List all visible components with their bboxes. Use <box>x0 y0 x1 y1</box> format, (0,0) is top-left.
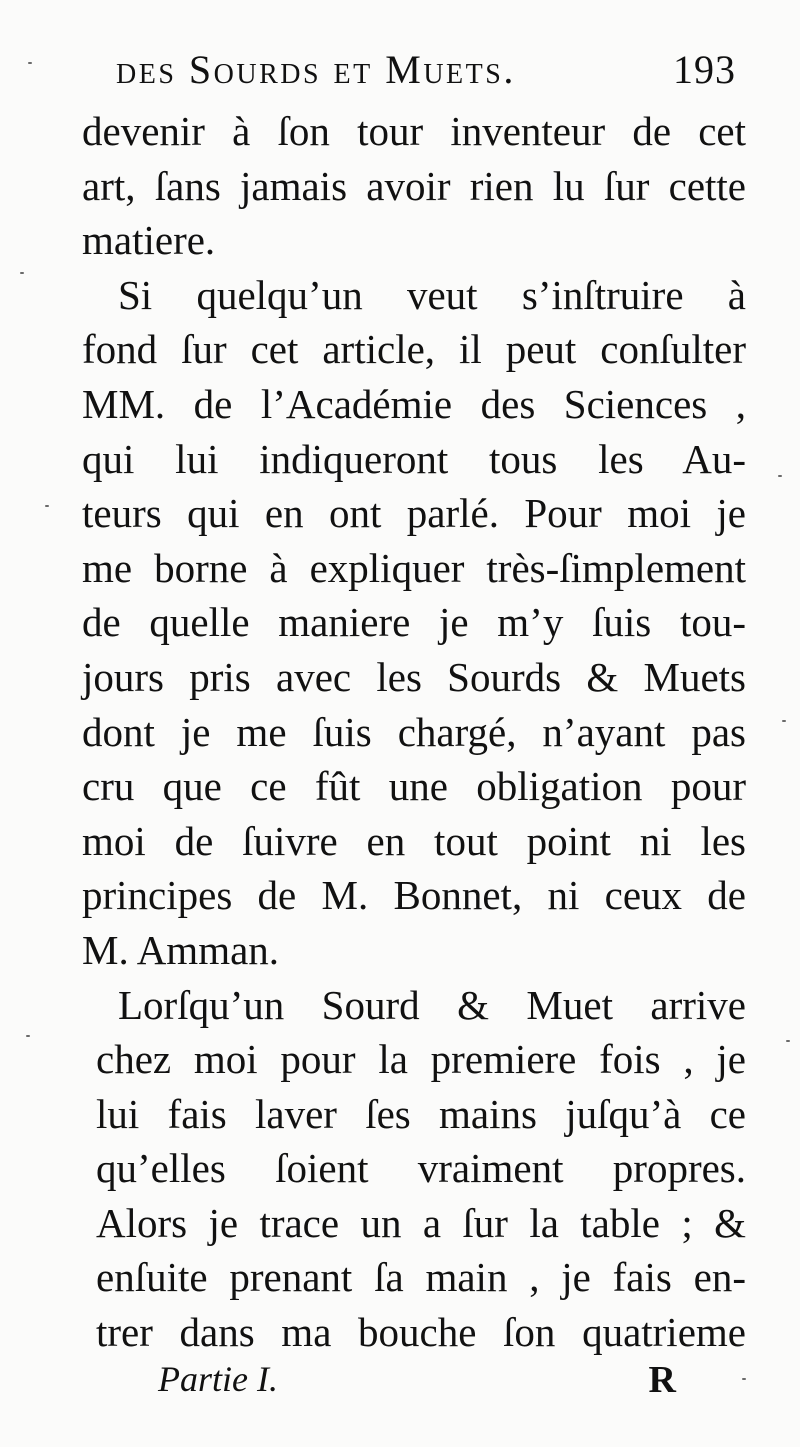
ink-speck <box>742 1378 746 1380</box>
text-line: lui fais laver ſes mains juſqu’à ce <box>96 1090 746 1137</box>
text-line: M. Amman. <box>82 926 280 973</box>
ink-speck <box>28 62 32 64</box>
part-label: Partie I. <box>158 1359 278 1399</box>
text-line: teurs qui en ont parlé. Pour moi je <box>82 490 746 537</box>
text-line: cru que ce fût une obligation pour <box>82 763 746 810</box>
signature-mark: R <box>648 1359 676 1401</box>
text-line: art, ſans jamais avoir rien lu ſur cette <box>82 162 746 209</box>
ink-speck <box>786 1040 790 1042</box>
text-line: Alors je trace un a ſur la table ; & <box>96 1199 746 1246</box>
text-line: qui lui indiqueront tous les Au- <box>82 435 746 482</box>
text-line: jours pris avec les Sourds & Muets <box>82 653 746 700</box>
text-line: de quelle maniere je m’y ſuis tou- <box>82 599 746 646</box>
text-line: fond ſur cet article, il peut conſulter <box>82 326 746 373</box>
ink-speck <box>782 720 786 722</box>
running-head <box>116 46 736 96</box>
text-line: MM. de l’Académie des Sciences , <box>82 380 746 427</box>
text-line: principes de M. Bonnet, ni ceux de <box>82 872 746 919</box>
text-line: me borne à expliquer très-ſimplement <box>82 544 746 591</box>
text-line: moi de ſuivre en tout point ni les <box>82 817 746 864</box>
paragraph-first-line: Lorſqu’un Sourd & Muet arrive <box>118 981 746 1028</box>
page-number: 193 <box>673 47 736 92</box>
ink-speck <box>45 505 49 507</box>
ink-speck <box>26 1035 30 1037</box>
paragraph-first-line: Si quelqu’un veut s’inſtruire à <box>118 271 746 318</box>
text-line: dont je me ſuis chargé, n’ayant pas <box>82 708 746 755</box>
text-line: qu’elles ſoient vraiment propres. <box>96 1145 746 1192</box>
running-head-title: des Sourds et Muets. <box>116 47 516 92</box>
text-line: trer dans ma bouche ſon quatrieme <box>96 1309 746 1356</box>
ink-speck <box>20 272 24 274</box>
text-line: enſuite prenant ſa main , je fais en- <box>96 1254 746 1301</box>
text-line: chez moi pour la premiere fois , je <box>96 1036 746 1083</box>
ink-speck <box>778 475 782 477</box>
text-line: matiere. <box>82 217 216 264</box>
page-footer <box>158 1358 688 1408</box>
text-line: devenir à ſon tour inventeur de cet <box>82 108 746 154</box>
body-text <box>82 104 746 1360</box>
